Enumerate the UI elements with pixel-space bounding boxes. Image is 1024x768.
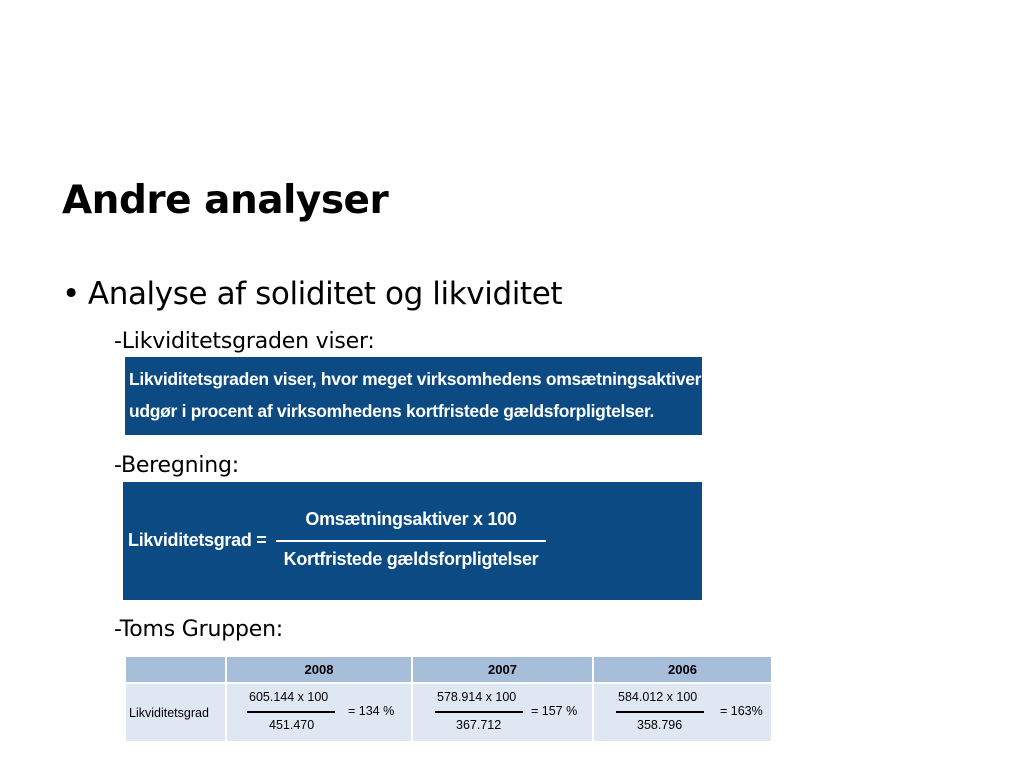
formula-denominator: Kortfristede gældsforpligtelser [283,549,539,569]
table-header-cell: 2006 [593,656,772,683]
table-cell [226,683,412,742]
formula-fraction-bar [276,540,546,542]
bullet-text: Analyse af soliditet og likviditet [87,276,563,312]
toms-gruppen-table [124,655,773,743]
sub-heading-example: -Toms Gruppen: [114,617,284,642]
cell-denominator: 451.470 [269,718,315,732]
cell-fraction-bar [616,711,704,713]
cell-numerator: 578.914 x 100 [437,690,517,704]
formula-numerator: Omsætningsaktiver x 100 [305,509,517,529]
table-row [125,683,772,742]
table-cell [412,683,593,742]
sub-heading-definition: -Likviditetsgraden viser: [114,329,375,354]
bullet-item [62,276,562,312]
cell-result: = 163% [720,704,763,718]
cell-result: = 134 % [348,704,395,718]
cell-numerator: 605.144 x 100 [249,690,329,704]
definition-box [125,357,702,435]
sub-heading-calculation: -Beregning: [114,453,240,478]
definition-line-2: udgør i procent af virksomhedens kortfristede gældsforpligtelser. [129,401,655,421]
cell-fraction-bar [247,711,335,713]
definition-line-1: Likviditetsgraden viser, hvor meget virksomhedens omsætningsaktiver [129,369,702,389]
cell-denominator: 358.796 [637,718,683,732]
table-header-cell: 2007 [412,656,593,683]
cell-numerator: 584.012 x 100 [618,690,698,704]
table-header-cell: 2008 [226,656,412,683]
formula-box [123,482,702,600]
row-label: Likviditetsgrad [125,683,226,742]
table-header-cell [125,656,226,683]
cell-fraction-bar [435,711,523,713]
cell-result: = 157 % [531,704,578,718]
table-header-row [125,656,772,683]
bullet-dot-icon: • [62,276,80,312]
slide-title: Andre analyser [62,178,389,223]
cell-denominator: 367.712 [456,718,502,732]
formula-lhs: Likviditetsgrad = [128,530,267,550]
table-cell [593,683,772,742]
